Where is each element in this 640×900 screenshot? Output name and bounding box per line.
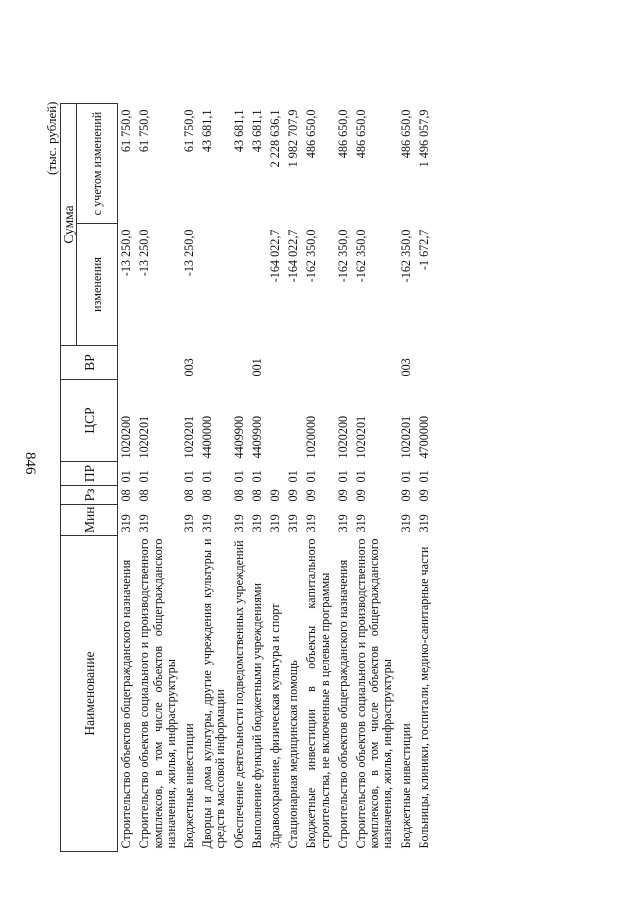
table-row (199, 103, 230, 851)
row-rz: 08 (249, 489, 264, 502)
row-pr: 01 (335, 470, 350, 483)
row-vr (136, 346, 181, 380)
row-name: Здравоохранение, физическая культура и спорт (268, 603, 283, 849)
row-csr: 1020201 (398, 415, 413, 459)
row-min: 319 (200, 514, 215, 533)
row-total: 1 496 057,9 (416, 109, 431, 168)
row-pr: 01 (416, 470, 431, 483)
row-changes: -164 022,7 (268, 229, 283, 283)
row-min: 319 (182, 514, 197, 533)
row-rz: 08 (231, 489, 246, 502)
row-pr: 01 (249, 470, 264, 483)
row-rz: 08 (200, 489, 215, 502)
header-rz: Рз (61, 486, 118, 505)
row-min: 319 (335, 514, 350, 533)
table-row (267, 103, 285, 851)
row-total: 61 750,0 (182, 109, 197, 153)
header-with-changes: с учетом изменений (77, 103, 118, 223)
row-rz: 08 (137, 489, 152, 502)
table-row (136, 103, 181, 851)
row-pr: 01 (304, 470, 319, 483)
row-name: Строительство объектов социального и производственного комплексов, в том числе объектов общегражданского назначения, жилья, инфраструктуры (137, 538, 178, 849)
row-min: 319 (286, 514, 301, 533)
row-rz: 09 (398, 489, 413, 502)
row-pr: 01 (231, 470, 246, 483)
row-name: Стационарная медицинская помощь (286, 660, 301, 849)
row-vr: 003 (398, 358, 413, 377)
row-total: 43 681,1 (231, 109, 246, 153)
row-vr (335, 346, 353, 380)
row-changes: -1 672,7 (416, 229, 431, 271)
row-total: 61 750,0 (137, 109, 152, 153)
row-csr: 1020201 (137, 415, 152, 459)
row-name: Строительство объектов общегражданского назначения (335, 559, 350, 849)
header-min: Мин (61, 505, 118, 536)
row-total: 486 650,0 (354, 109, 369, 159)
row-rz: 09 (304, 489, 319, 502)
row-pr: 01 (182, 470, 197, 483)
row-name: Обеспечение деятельности подведомственных учреждений (231, 540, 246, 849)
row-changes: -164 022,7 (286, 229, 301, 283)
table-body (118, 103, 434, 851)
row-pr (267, 462, 285, 486)
row-vr: 003 (182, 358, 197, 377)
row-total: 43 681,1 (200, 109, 215, 153)
table-row (353, 103, 398, 851)
row-name: Выполнение функций бюджетными учреждениями (249, 582, 264, 849)
row-csr: 4409900 (231, 415, 246, 459)
row-csr: 1020200 (119, 415, 134, 459)
row-changes: -13 250,0 (182, 229, 197, 277)
row-min: 319 (119, 514, 134, 533)
row-min: 319 (268, 514, 283, 533)
row-total: 486 650,0 (398, 109, 413, 159)
row-name: Больницы, клиники, госпитали, медико-санитарные части (416, 546, 431, 849)
table-row (231, 103, 249, 851)
row-min: 319 (231, 514, 246, 533)
row-vr (416, 346, 434, 380)
header-changes: изменения (77, 224, 118, 346)
row-csr: 1020000 (304, 415, 319, 459)
row-total: 61 750,0 (119, 109, 134, 153)
table-row (416, 103, 434, 851)
row-min: 319 (398, 514, 413, 533)
row-total: 486 650,0 (304, 109, 319, 159)
row-total: 2 228 636,1 (268, 109, 283, 168)
row-rz: 09 (335, 489, 350, 502)
header-pr: ПР (61, 462, 118, 486)
row-vr (353, 346, 398, 380)
row-csr: 4700000 (416, 415, 431, 459)
row-min: 319 (354, 514, 369, 533)
header-sum: Сумма (61, 103, 77, 345)
row-pr: 01 (137, 470, 152, 483)
row-vr (118, 346, 137, 380)
row-changes (199, 224, 230, 346)
table-row (398, 103, 416, 851)
row-rz: 09 (354, 489, 369, 502)
row-csr (285, 380, 303, 462)
row-changes: -162 350,0 (354, 229, 369, 283)
row-changes: -162 350,0 (398, 229, 413, 283)
row-min: 319 (137, 514, 152, 533)
row-csr: 4400000 (200, 415, 215, 459)
row-changes: -162 350,0 (335, 229, 350, 283)
row-vr (267, 346, 285, 380)
row-pr: 01 (354, 470, 369, 483)
page-number: 846 (22, 452, 38, 475)
row-changes: -13 250,0 (119, 229, 134, 277)
table-row (181, 103, 199, 851)
header-name: Наименование (61, 536, 118, 852)
row-name: Строительство объектов общегражданского назначения (119, 559, 134, 849)
row-vr: 001 (249, 358, 264, 377)
row-csr (267, 380, 285, 462)
row-rz: 09 (268, 489, 283, 502)
row-pr: 01 (286, 470, 301, 483)
row-pr: 01 (398, 470, 413, 483)
row-name: Дворцы и дома культуры, другие учреждения культуры и средств массовой информации (200, 538, 228, 849)
row-csr: 1020201 (182, 415, 197, 459)
row-name: Бюджетные инвестиции (182, 723, 197, 849)
rotated-page-content (0, 80, 485, 900)
header-vr: ВР (61, 346, 118, 380)
row-min: 319 (416, 514, 431, 533)
row-vr (231, 346, 249, 380)
row-pr: 01 (119, 470, 134, 483)
table-row (249, 103, 267, 851)
row-name: Строительство объектов социального и производственного комплексов, в том числе объектов общегражданского назначения, жилья, инфраструктуры (354, 538, 395, 849)
row-csr: 1020201 (354, 415, 369, 459)
row-total: 43 681,1 (249, 109, 264, 153)
units-label: (тыс. рублей) (44, 101, 59, 175)
row-rz: 09 (286, 489, 301, 502)
row-changes (231, 224, 249, 346)
row-total: 1 982 707,9 (286, 109, 301, 168)
row-changes: -162 350,0 (304, 229, 319, 283)
header-csr: ЦСР (61, 380, 118, 462)
row-pr: 01 (200, 470, 215, 483)
row-min: 319 (304, 514, 319, 533)
row-name: Бюджетные инвестиции в объекты капитального строительства, не включенные в целевые программы (304, 538, 332, 849)
row-changes: -13 250,0 (137, 229, 152, 277)
table-header (61, 103, 118, 851)
row-changes (249, 224, 267, 346)
row-min: 319 (249, 514, 264, 533)
row-csr: 1020200 (335, 415, 350, 459)
row-total: 486 650,0 (335, 109, 350, 159)
table-row (303, 103, 334, 851)
table-row (118, 103, 137, 851)
row-csr: 4409900 (249, 415, 264, 459)
table-row (285, 103, 303, 851)
row-vr (199, 346, 230, 380)
row-name: Бюджетные инвестиции (398, 723, 413, 849)
budget-table (60, 103, 434, 852)
row-rz: 09 (416, 489, 431, 502)
row-rz: 08 (182, 489, 197, 502)
row-vr (303, 346, 334, 380)
table-row (335, 103, 353, 851)
row-vr (285, 346, 303, 380)
row-rz: 08 (119, 489, 134, 502)
